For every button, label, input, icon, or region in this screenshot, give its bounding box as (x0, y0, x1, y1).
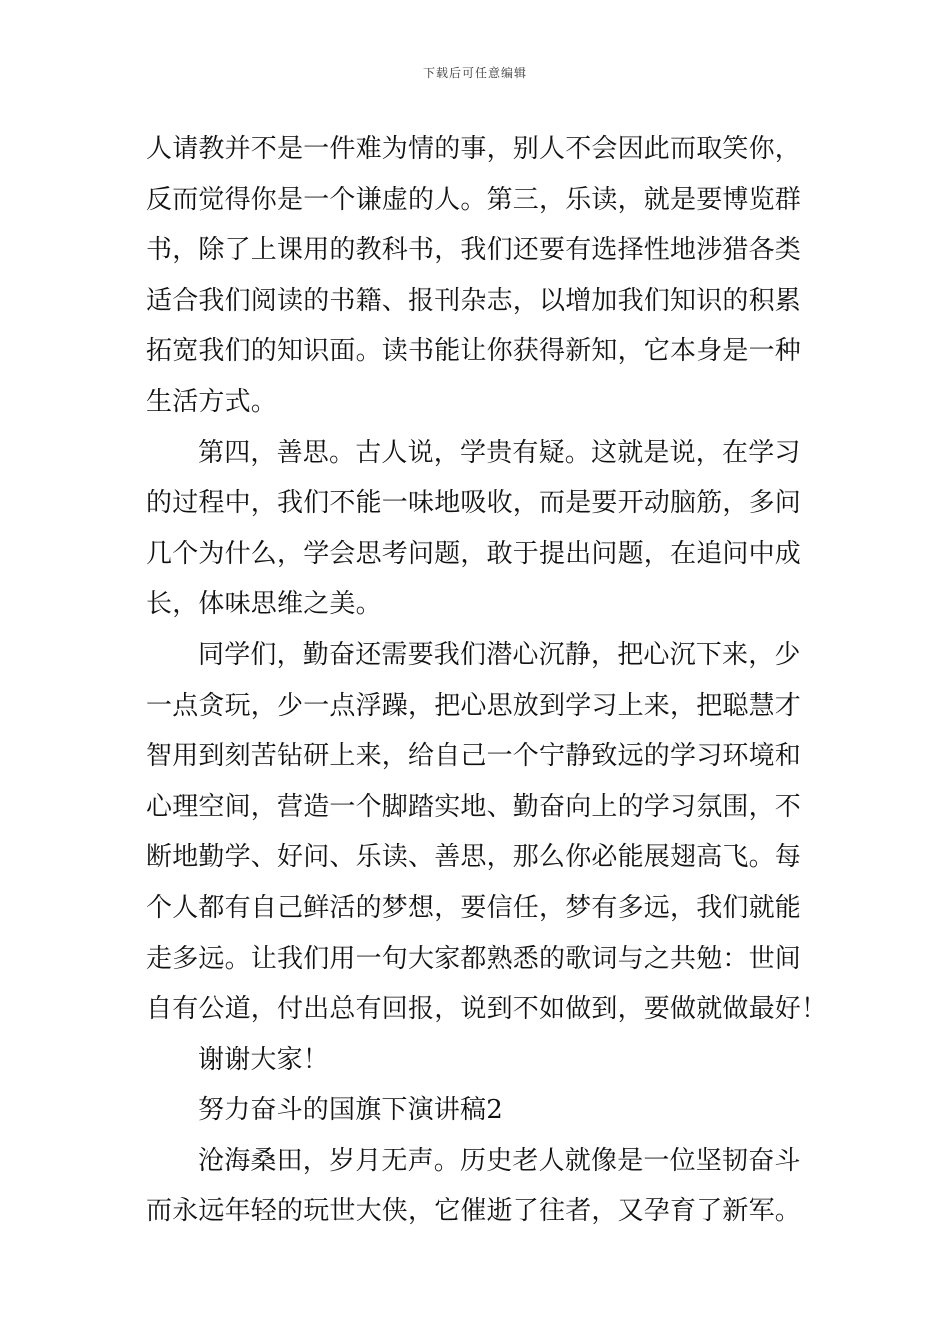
document-body (146, 124, 828, 1237)
text-line: 智用到刻苦钻研上来，给自己一个宁静致远的学习环境和 (146, 741, 802, 772)
page-header-note: 下载后可任意编辑 (422, 66, 527, 80)
text-line: 一点贪玩，少一点浮躁，把心思放到学习上来，把聪慧才 (146, 690, 802, 721)
text-line: 走多远。让我们用一句大家都熟悉的歌词与之共勉：世间 (146, 943, 802, 974)
text-line: 而永远年轻的玩世大侠，它催逝了往者，又孕育了新军。 (146, 1196, 802, 1227)
paragraph-first-line: 第四，善思。古人说，学贵有疑。这就是说，在学习 (198, 437, 801, 468)
text-line: 长，体味思维之美。 (146, 589, 382, 620)
paragraph-first-line: 沧海桑田，岁月无声。历史老人就像是一位坚韧奋斗 (198, 1145, 801, 1176)
text-line: 反而觉得你是一个谦虚的人。第三，乐读，就是要博览群 (146, 184, 802, 215)
text-line: 的过程中，我们不能一味地吸收，而是要开动脑筋，多问 (146, 488, 802, 519)
text-line: 书，除了上课用的教科书，我们还要有选择性地涉猎各类 (146, 235, 802, 266)
text-line: 人请教并不是一件难为情的事，别人不会因此而取笑你， (146, 134, 802, 164)
text-line: 适合我们阅读的书籍、报刊杂志，以增加我们知识的积累 (146, 285, 802, 316)
text-line: 几个为什么，学会思考问题，敢于提出问题，在追问中成 (146, 538, 802, 569)
text-line: 断地勤学、好问、乐读、善思，那么你必能展翅高飞。每 (146, 842, 802, 873)
text-line: 心理空间，营造一个脚踏实地、勤奋向上的学习氛围，不 (146, 791, 802, 822)
text-line: 个人都有自己鲜活的梦想，要信任，梦有多远，我们就能 (146, 892, 802, 923)
text-line: 自有公道，付出总有回报，说到不如做到，要做就做最好！ (146, 994, 828, 1025)
paragraph-first-line: 同学们，勤奋还需要我们潜心沉静，把心沉下来，少 (198, 639, 801, 670)
closing-line: 谢谢大家！ (198, 1044, 330, 1075)
section-title: 努力奋斗的国旗下演讲稿2 (198, 1095, 503, 1126)
text-line: 生活方式。 (146, 386, 278, 417)
text-line: 拓宽我们的知识面。读书能让你获得新知，它本身是一种 (146, 336, 802, 367)
